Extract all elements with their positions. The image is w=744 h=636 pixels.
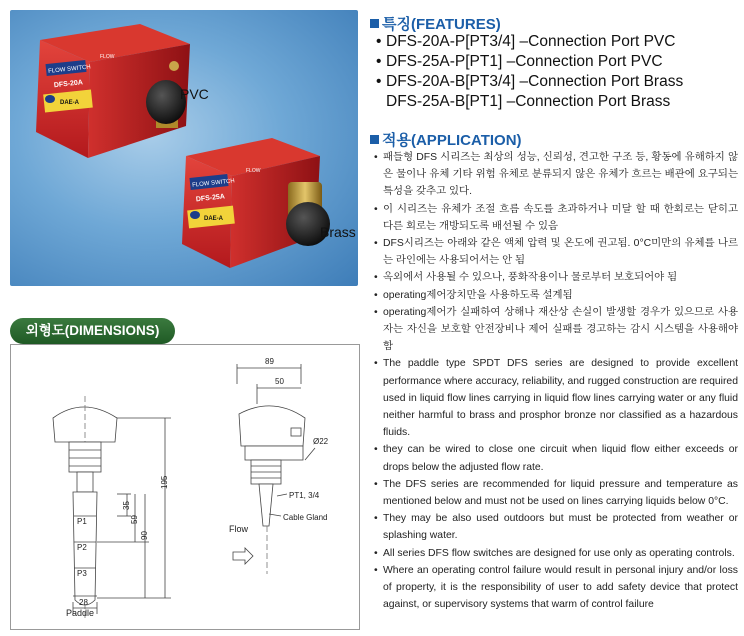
- unit1-brand: DAE-A: [60, 100, 79, 106]
- unit1-model: DFS-20A: [53, 79, 84, 90]
- list-item: • The DFS series are recommended for liquid pressure and temperature as mentioned below and must not be used on lines carrying liquids below 0°C.: [374, 476, 738, 510]
- square-bullet-icon: [370, 19, 379, 28]
- list-item: • 옥외에서 사용될 수 있으나, 풍화작용이나 물로부터 보호되어야 됨: [374, 269, 738, 286]
- list-item: • They may be also used outdoors but must be protected from weather or splashing water.: [374, 510, 738, 544]
- cable-gland-label: Cable Gland: [283, 513, 328, 522]
- features-list: [376, 32, 736, 112]
- pvc-label: PVC: [180, 86, 209, 102]
- dim-35-label: 35: [122, 501, 131, 510]
- paddle-p1-label: P1: [77, 517, 87, 526]
- list-item: DFS-25A-B[PT1] –Connection Port Brass: [386, 93, 671, 110]
- list-item: • DFS-20A-B[PT3/4] –Connection Port Brass: [376, 73, 684, 90]
- list-item: • 이 시리즈는 유체가 조절 흐름 속도를 초과하거나 미달 할 때 한회로는 닫히고 다른 회로는 개방되도록 배선될 수 있음: [374, 201, 738, 235]
- flow-switch-pvc: [36, 24, 190, 158]
- dimension-drawing: [11, 344, 361, 630]
- flow-label: Flow: [229, 524, 249, 534]
- paddle-p2-label: P2: [77, 543, 87, 552]
- list-item: • Where an operating control failure would result in personal injury and/or loss of property, it is the responsibility of user to add safety device that protect against, or supervisory systems that warm of control failure: [374, 562, 738, 614]
- dim-28-label: 28: [79, 598, 88, 607]
- features-heading: 특징(FEATURES): [370, 13, 501, 34]
- list-item: • they can be wired to close one circuit when liquid flow either exceeds or drops below the adjusted flow rate.: [374, 441, 738, 475]
- flow-switch-illustration: [10, 10, 358, 286]
- flow-arrow-icon: [233, 548, 253, 564]
- dimensions-heading: 외형도(DIMENSIONS): [10, 318, 175, 344]
- list-item: • DFS시리즈는 아래와 같은 액체 압력 및 온도에 권고됨. 0°C미만의 유체를 나르는 라인에는 사용되어서는 안 됨: [374, 235, 738, 269]
- side-view: [53, 396, 171, 619]
- list-item: • operating제어장치만을 사용하도록 설계됨: [374, 287, 738, 304]
- application-list: [374, 149, 738, 613]
- unit2-brand: DAE-A: [204, 216, 223, 222]
- dim-89-label: 89: [265, 357, 274, 366]
- unit2-title: FLOW SWITCH: [191, 178, 236, 189]
- list-item: • DFS-20A-P[PT3/4] –Connection Port PVC: [376, 33, 676, 50]
- unit2-flow: FLOW: [246, 168, 261, 174]
- flow-switch-brass: [182, 138, 330, 268]
- unit1-title: FLOW SWITCH: [47, 64, 92, 75]
- pt-label: PT1, 3/4: [289, 491, 320, 500]
- unit2-model: DFS-25A: [195, 193, 226, 204]
- dim-195-label: 195: [160, 475, 169, 489]
- list-item: • The paddle type SPDT DFS series are designed to provide excellent performance where accuracy, reliability, and rugged construction are required used in liquid flow lines carrying in liquid flow lines carrying water or any fluid neither harmful to brass and prosphor bronze nor classified as a hazardous fluids.: [374, 355, 738, 441]
- square-bullet-icon: [370, 135, 379, 144]
- application-heading: 적용(APPLICATION): [370, 129, 522, 150]
- list-item: • DFS-25A-P[PT1] –Connection Port PVC: [376, 53, 663, 70]
- dim-59-label: 59: [130, 515, 139, 524]
- paddle-label: Paddle: [66, 608, 95, 618]
- front-view: [229, 357, 329, 574]
- paddle-p3-label: P3: [77, 569, 87, 578]
- list-item: • All series DFS flow switches are designed for use only as operating controls.: [374, 545, 738, 562]
- unit1-flow: FLOW: [100, 54, 115, 60]
- list-item: • operating제어가 실패하여 상해나 재산상 손실이 발생할 경우가 있으므로 사용자는 자신을 보호할 안전장비나 제어 실패를 경고하는 감시 시스템을 사용해야함: [374, 304, 738, 356]
- product-photo: [10, 10, 358, 286]
- dim-90-label: 90: [140, 531, 149, 540]
- list-item: • 패들형 DFS 시리즈는 최상의 성능, 신뢰성, 견고한 구조 등, 황동에 유해하지 않은 물이나 유체 기타 위험 유체로 분류되지 않은 유체가 흐르는 배관에 요구되는 특성을 갖추고 있다.: [374, 149, 738, 201]
- dim-22-label: Ø22: [313, 437, 329, 446]
- dim-50-label: 50: [275, 377, 284, 386]
- brass-label: Brass: [320, 224, 356, 240]
- dimensions-frame: [10, 344, 360, 630]
